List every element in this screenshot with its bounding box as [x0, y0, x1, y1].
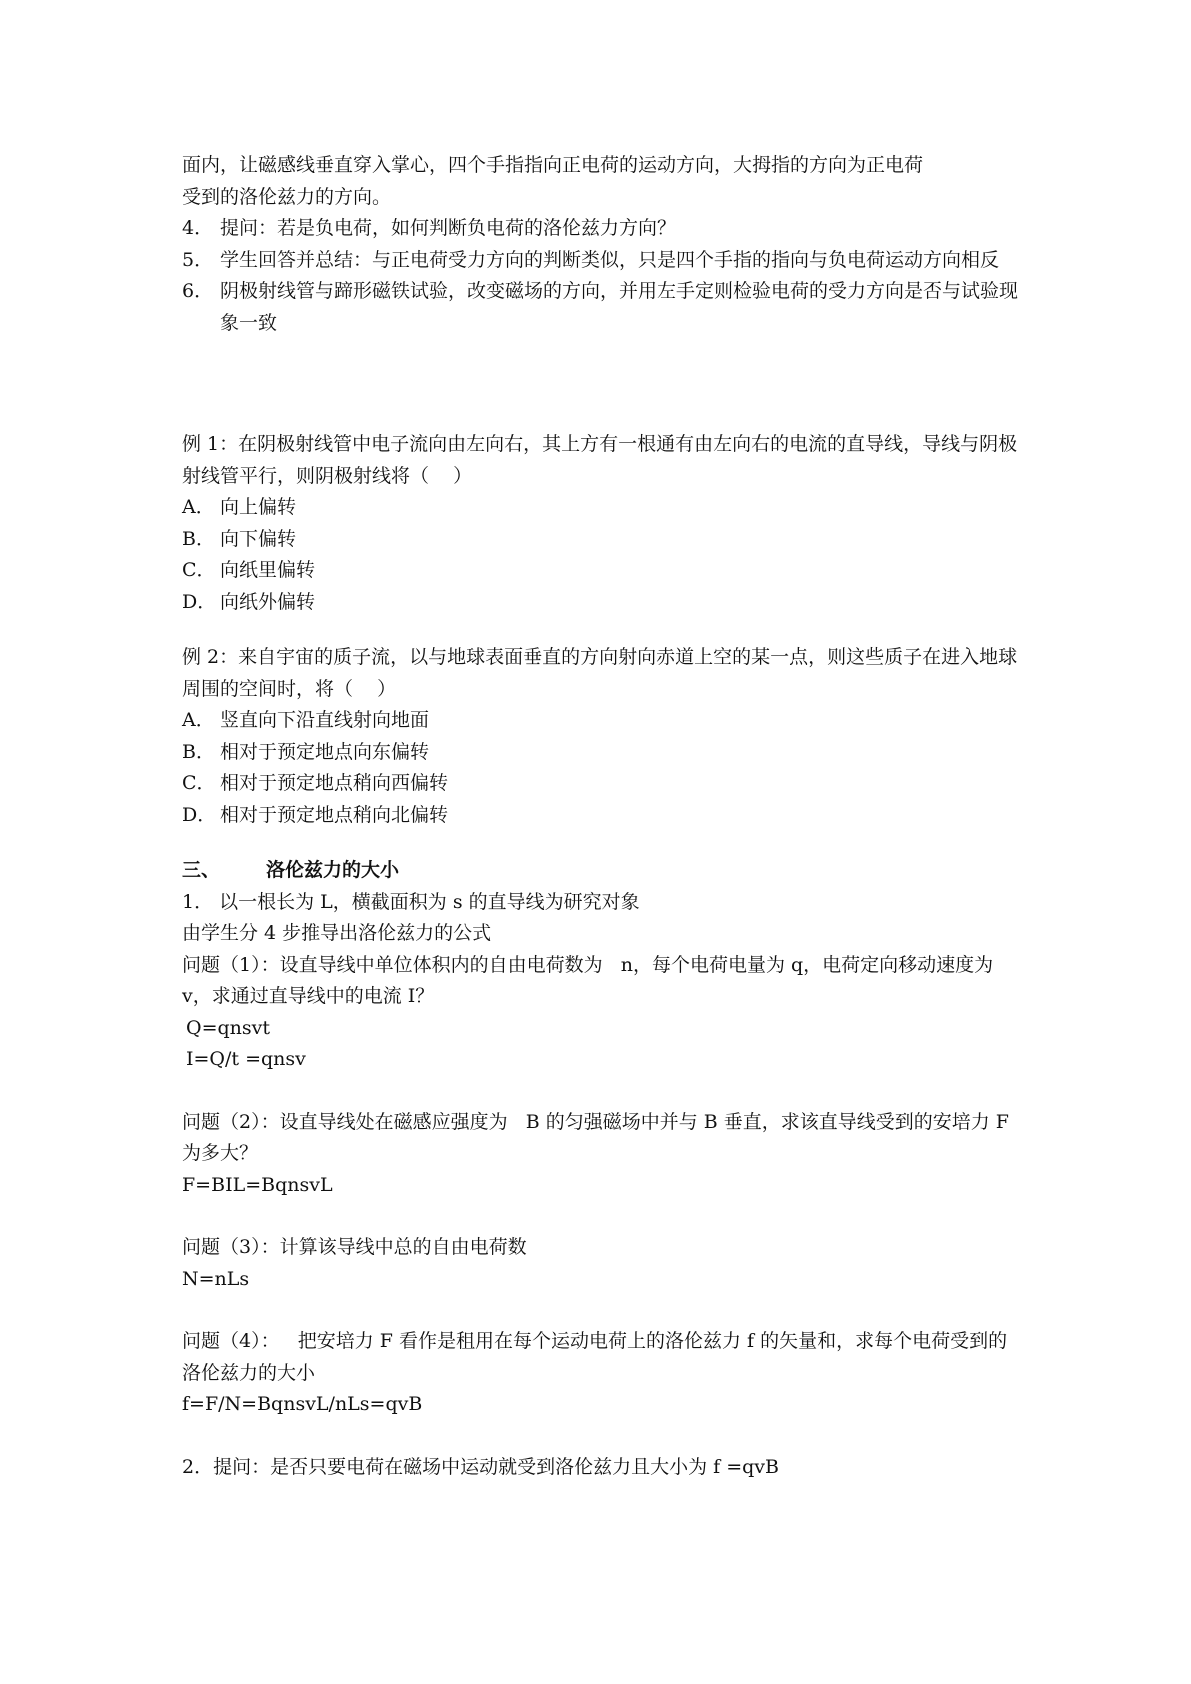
option-label: C． — [182, 559, 216, 581]
question-2: 问题（2）：设直导线处在磁感应强度为 B 的匀强磁场中并与 B 垂直，求该直导线受到的安培力 F 为多大？ — [182, 1110, 1016, 1164]
step-item-6 — [182, 276, 1022, 339]
spacer — [182, 339, 1022, 429]
intro-line-2: 受到的洛伦兹力的方向。 — [182, 185, 392, 208]
option-text: 竖直向下沿直线射向地面 — [220, 709, 430, 731]
section-3-item-1: 1． 以一根长为 L，横截面积为 s 的直导线为研究对象 — [182, 890, 640, 913]
option-label: B． — [182, 740, 215, 763]
question-4: 问题（4）： 把安培力 F 看作是租用在每个运动电荷上的洛伦兹力 f 的矢量和，求每个电荷受到的洛伦兹力的大小 — [182, 1330, 1008, 1384]
spacer — [182, 1295, 1022, 1326]
step-number: 6． — [182, 280, 214, 302]
option-text: 向上偏转 — [220, 496, 297, 518]
example-2-option-b — [182, 737, 1022, 769]
question-3: 问题（3）：计算该导线中总的自由电荷数 — [182, 1236, 527, 1258]
option-text: 相对于预定地点稍向北偏转 — [220, 803, 449, 826]
spacer — [182, 1421, 1022, 1452]
option-label: C． — [182, 772, 216, 794]
spacer — [182, 618, 1022, 642]
step-number: 5． — [182, 248, 214, 271]
option-label: A． — [182, 496, 215, 518]
option-label: B． — [182, 527, 215, 550]
option-label: D． — [182, 590, 217, 613]
step-number: 4． — [182, 217, 214, 239]
example-2-question: 例 2：来自宇宙的质子流，以与地球表面垂直的方向射向赤道上空的某一点，则这些质子在进入地球周围的空间时，将（ ） — [182, 646, 1018, 700]
formula-n: N=nLs — [182, 1267, 250, 1290]
formula-lorentz: f=F/N=BqnsvL/nLs=qvB — [182, 1393, 423, 1415]
formula-i: I=Q/t =qnsv — [186, 1048, 306, 1070]
step-item-5 — [182, 245, 1022, 277]
question-1: 问题（1）：设直导线中单位体积内的自由电荷数为 n，每个电荷电量为 q，电荷定向移动速度为 v，求通过直导线中的电流 I？ — [182, 953, 1000, 1007]
option-text: 向下偏转 — [220, 527, 297, 550]
section-3-item-1-note: 由学生分 4 步推导出洛伦兹力的公式 — [182, 922, 492, 944]
example-2-option-c — [182, 768, 1022, 800]
example-2-option-d — [182, 800, 1022, 832]
formula-q: Q=qnsvt — [186, 1016, 271, 1039]
section-number: 三、 — [182, 859, 221, 881]
step-text: 学生回答并总结：与正电荷受力方向的判断类似，只是四个手指的指向与负电荷运动方向相反 — [220, 248, 1000, 271]
example-2-option-a — [182, 705, 1022, 737]
document-page — [182, 150, 1022, 1483]
example-1-option-c — [182, 555, 1022, 587]
example-1-option-a — [182, 492, 1022, 524]
option-text: 相对于预定地点向东偏转 — [220, 740, 430, 763]
spacer — [182, 1076, 1022, 1107]
section-3-item-2: 2．提问：是否只要电荷在磁场中运动就受到洛伦兹力且大小为 f =qvB — [182, 1455, 779, 1478]
example-1-question: 例 1：在阴极射线管中电子流向由左向右，其上方有一根通有由左向右的电流的直导线，导线与阴极射线管平行，则阴极射线将（ ） — [182, 433, 1018, 487]
option-label: D． — [182, 803, 217, 826]
step-item-4 — [182, 213, 1022, 245]
option-text: 向纸外偏转 — [220, 590, 316, 613]
section-3-heading — [182, 855, 1022, 887]
example-1-option-d — [182, 587, 1022, 619]
intro-line-1: 面内，让磁感线垂直穿入掌心，四个手指指向正电荷的运动方向，大拇指的方向为正电荷 — [182, 154, 924, 176]
step-text: 提问：若是负电荷，如何判断负电荷的洛伦兹力方向？ — [220, 217, 677, 239]
section-title: 洛伦兹力的大小 — [266, 859, 400, 881]
option-text: 相对于预定地点稍向西偏转 — [220, 772, 449, 794]
example-1-option-b — [182, 524, 1022, 556]
option-label: A． — [182, 709, 215, 731]
spacer — [182, 1201, 1022, 1232]
formula-f: F=BIL=BqnsvL — [182, 1173, 333, 1196]
step-text: 阴极射线管与蹄形磁铁试验，改变磁场的方向，并用左手定则检验电荷的受力方向是否与试验现象一致 — [220, 280, 1019, 334]
option-text: 向纸里偏转 — [220, 559, 316, 581]
spacer — [182, 831, 1022, 855]
